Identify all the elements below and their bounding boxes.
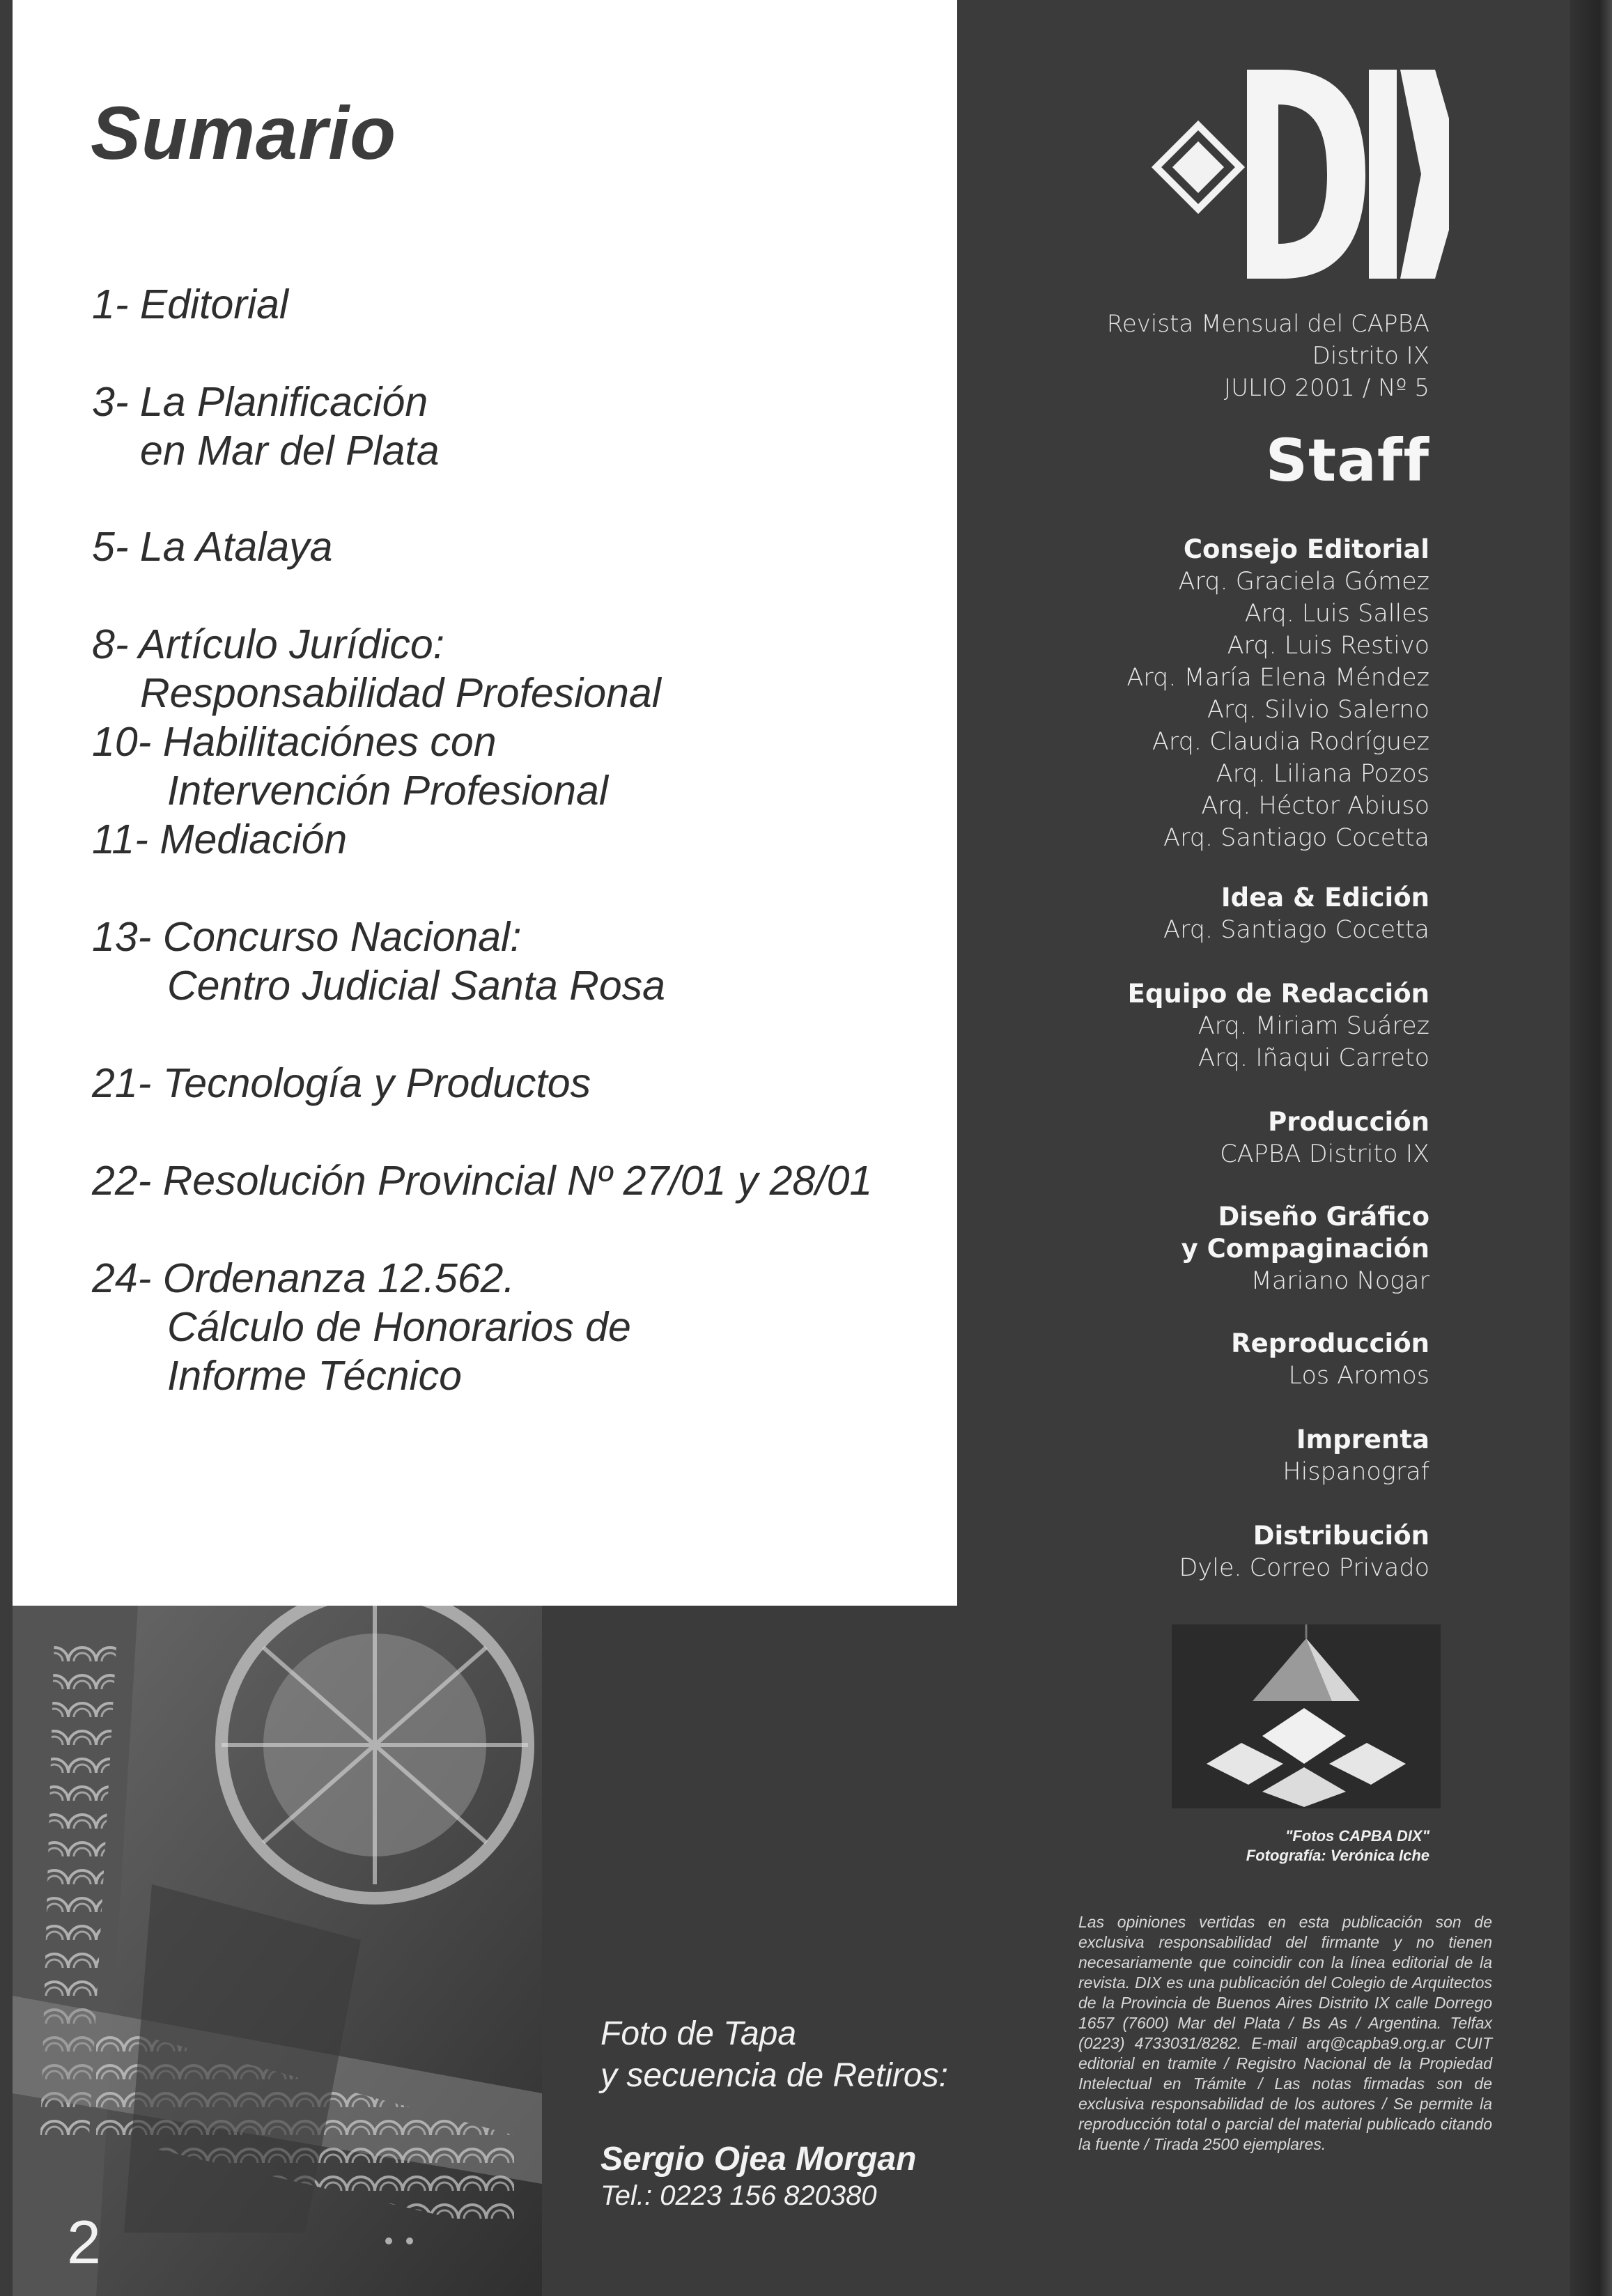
staff-role: Equipo de Redacción [1127,979,1429,1009]
toc-item [92,718,949,815]
toc-title: La Atalaya [139,524,333,570]
staff-role: Distribución [1253,1521,1429,1551]
toc-title: Resolución Provincial Nº 27/01 y 28/01 [162,1158,873,1204]
toc-page-number: 21- [92,1060,152,1106]
staff-person: CAPBA Distrito IX [1220,1140,1429,1168]
toc-item [92,1156,949,1205]
page-edge-shadow [1570,0,1612,2296]
staff-role: Consejo Editorial [1183,534,1429,564]
staff-role: Producción [1268,1107,1429,1137]
staff-role: Diseño Gráfico [1218,1202,1429,1232]
toc-title: La Planificación [139,379,428,425]
staff-section-imprenta [1282,1424,1429,1488]
toc-item [92,1254,949,1400]
masthead-line: Distrito IX [1312,342,1429,370]
toc-item [92,620,949,718]
toc-title: Habilitaciónes con [162,719,497,765]
toc-page-number: 8- [92,621,129,667]
toc-page-number: 3- [92,379,129,425]
staff-section-consejo-editorial [1126,534,1429,854]
toc-title: Tecnología y Productos [162,1060,591,1106]
photographer-name: Sergio Ojea Morgan [600,2141,917,2178]
page-number: 2 [67,2208,101,2276]
staff-person: Arq. Iñaqui Carreto [1198,1044,1429,1072]
masthead-line: Revista Mensual del CAPBA [1106,310,1429,338]
photo-credit [1246,1826,1429,1866]
cover-credit-line: y secuencia de Retiros: [600,2057,948,2094]
disclaimer-text: Las opiniones vertidas en esta publicación son de exclusiva responsabilidad del firmante y no tienen necesariamente que coincidir con la línea editorial de la revista. DIX es una publicación del Colegio de Arquitectos de la Provincia de Buenos Aires Distrito IX calle Dorrego 1657 (7600) Mar del Plata / Bs As / Argentina. Telfax (0223) 4733031/8282. E-mail arq@capba9.org.ar CUIT editorial en tramite / Registro Nacional de la Propiedad Intelectual en Trámite / Las notas firmadas son de exclusiva responsabilidad de los autores / Se permite la reproducción total o parcial del material publicado citando la fuente / Tirada 2500 ejemplares. [1078,1913,1492,2153]
staff-person: Arq. María Elena Méndez [1126,664,1429,692]
toc-item [92,280,949,329]
toc-page-number: 13- [92,914,152,960]
staff-role: Reproducción [1231,1328,1429,1358]
masthead [1107,308,1429,404]
sumario-panel [13,0,957,1606]
toc-title-continued: Responsabilidad Profesional [140,670,661,716]
staff-section-distribucion [1179,1520,1429,1584]
cover-credit [600,2013,948,2212]
staff-person: Hispanograf [1282,1458,1429,1486]
toc-title: Artículo Jurídico: [138,621,445,667]
cover-photo [13,1606,542,2296]
staff-section-equipo-redaccion [1128,978,1429,1074]
toc-page-number: 5- [92,524,129,570]
toc-title: Concurso Nacional: [162,914,522,960]
toc-title-continued: Cálculo de Honorarios de [167,1304,631,1350]
staff-person: Arq. Héctor Abiuso [1201,792,1429,820]
photo-credit-line: Fotografía: Verónica Iche [1246,1847,1429,1864]
staff-person: Arq. Luis Restivo [1227,632,1429,660]
staff-person: Arq. Santiago Cocetta [1163,916,1429,944]
toc-page-number: 22- [92,1158,152,1204]
staff-person: Arq. Luis Salles [1244,600,1429,628]
skylight-photo [1172,1624,1441,1808]
sumario-title: Sumario [91,91,397,175]
staff-person: Dyle. Correo Privado [1179,1554,1429,1582]
staff-person: Arq. Claudia Rodríguez [1152,728,1429,756]
toc-title-continued: Informe Técnico [167,1353,462,1399]
toc-item [92,913,949,1010]
staff-section-reproduccion [1231,1328,1429,1392]
photographer-phone: Tel.: 0223 156 820380 [600,2180,877,2211]
staff-person: Arq. Liliana Pozos [1216,760,1429,788]
toc-title: Ordenanza 12.562. [162,1255,515,1301]
staff-person: Mariano Nogar [1250,1267,1429,1295]
toc-item [92,1059,949,1108]
staff-role: Imprenta [1296,1425,1429,1455]
toc-title: Editorial [139,281,289,327]
dix-logo [1142,63,1449,286]
staff-section-produccion [1220,1106,1429,1170]
toc-page-number: 10- [92,719,152,765]
staff-heading: Staff [1265,426,1429,495]
staff-person: Arq. Santiago Cocetta [1163,824,1429,852]
toc-item [92,815,949,864]
photo-credit-line: "Fotos CAPBA DIX" [1285,1827,1429,1845]
staff-role: Idea & Edición [1220,883,1429,913]
toc-page-number: 11- [92,816,148,862]
toc-item [92,522,949,571]
toc-title-continued: Intervención Profesional [167,768,608,814]
toc-page-number: 24- [92,1255,152,1301]
toc-title-continued: Centro Judicial Santa Rosa [167,963,665,1009]
toc-title-continued: en Mar del Plata [140,428,440,474]
toc-title: Mediación [160,816,348,862]
staff-section-idea-edicion [1163,882,1429,946]
staff-role: y Compaginación [1181,1234,1429,1264]
issue-date: JULIO 2001 / Nº 5 [1224,374,1429,402]
toc-item [92,378,949,475]
staff-section-diseno-grafico [1181,1201,1429,1297]
cover-credit-line: Foto de Tapa [600,2015,797,2052]
staff-person: Los Aromos [1288,1362,1429,1390]
staff-person: Arq. Miriam Suárez [1198,1012,1429,1040]
toc-page-number: 1- [92,281,129,327]
staff-person: Arq. Silvio Salerno [1207,696,1429,724]
staff-person: Arq. Graciela Gómez [1178,568,1429,596]
